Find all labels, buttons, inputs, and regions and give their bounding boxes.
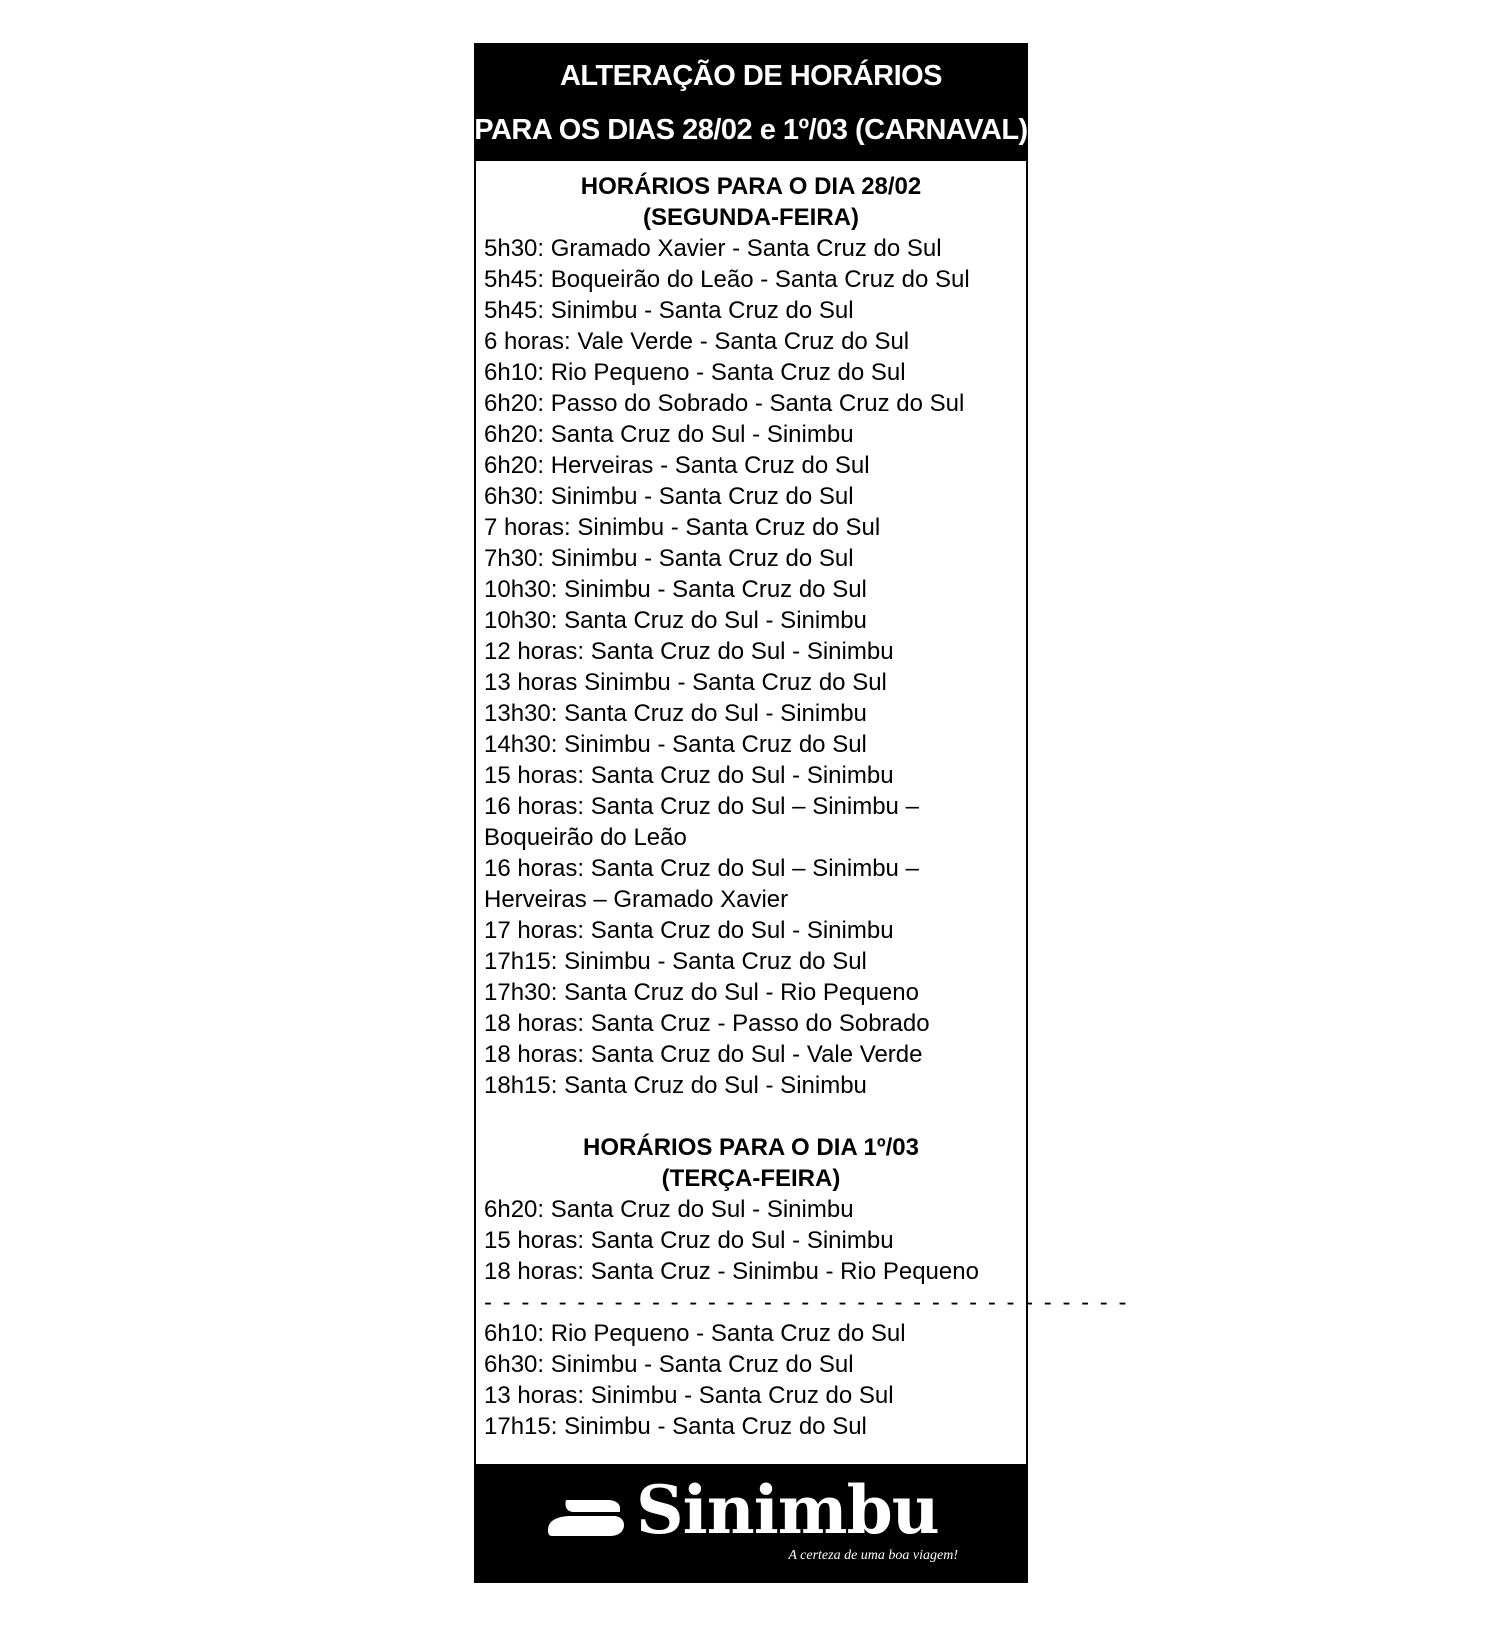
list-item: 18 horas: Santa Cruz - Passo do Sobrado (484, 1010, 930, 1037)
sinimbu-swoosh-icon (544, 1498, 626, 1538)
list-item: 17 horas: Santa Cruz do Sul - Sinimbu (484, 917, 894, 944)
dashed-separator: - - - - - - - - - - - - - - - - - - - - - - - - - - - - - - - - - - - (484, 1289, 1129, 1316)
list-item: 13 horas Sinimbu - Santa Cruz do Sul (484, 669, 887, 696)
list-item: 6h20: Santa Cruz do Sul - Sinimbu (484, 1196, 854, 1223)
brand-tagline: A certeza de uma boa viagem! (788, 1548, 958, 1563)
list-item: 6h30: Sinimbu - Santa Cruz do Sul (484, 483, 854, 510)
brand-footer (476, 1464, 1026, 1581)
list-item: 6h20: Passo do Sobrado - Santa Cruz do Sul (484, 390, 965, 417)
list-item: 7 horas: Sinimbu - Santa Cruz do Sul (484, 514, 881, 541)
list-item: 17h15: Sinimbu - Santa Cruz do Sul (484, 948, 867, 975)
schedule-list-2802 (484, 233, 1026, 1101)
header-title: ALTERAÇÃO DE HORÁRIOS (559, 60, 943, 92)
section-title-0103 (484, 1132, 1018, 1194)
list-item: 6h20: Herveiras - Santa Cruz do Sul (484, 452, 870, 479)
brand-logo-text: Sinimbu (636, 1471, 939, 1549)
list-item: 10h30: Santa Cruz do Sul - Sinimbu (484, 607, 867, 634)
list-item: 15 horas: Santa Cruz do Sul - Sinimbu (484, 1227, 894, 1254)
section-title-2802 (484, 171, 1018, 233)
list-item: 5h30: Gramado Xavier - Santa Cruz do Sul (484, 235, 942, 262)
list-item: 18h15: Santa Cruz do Sul - Sinimbu (484, 1072, 867, 1099)
list-item: 5h45: Sinimbu - Santa Cruz do Sul (484, 297, 854, 324)
ad-header (476, 45, 1026, 161)
section-title-line: HORÁRIOS PARA O DIA 1º/03 (583, 1134, 919, 1161)
list-item: 18 horas: Santa Cruz do Sul - Vale Verde (484, 1041, 923, 1068)
section-title-day: (TERÇA-FEIRA) (661, 1165, 841, 1192)
list-item: 16 horas: Santa Cruz do Sul – Sinimbu – Herveiras – Gramado Xavier (484, 855, 919, 913)
list-item: 12 horas: Santa Cruz do Sul - Sinimbu (484, 638, 894, 665)
list-item: 18 horas: Santa Cruz - Sinimbu - Rio Pequeno (484, 1258, 979, 1285)
list-item: 15 horas: Santa Cruz do Sul - Sinimbu (484, 762, 894, 789)
list-item: 13h30: Santa Cruz do Sul - Sinimbu (484, 700, 867, 727)
list-item: 17h30: Santa Cruz do Sul - Rio Pequeno (484, 979, 919, 1006)
schedule-advertisement (474, 43, 1129, 1583)
list-item: 16 horas: Santa Cruz do Sul – Sinimbu – Boqueirão do Leão (484, 793, 919, 851)
list-item: 5h45: Boqueirão do Leão - Santa Cruz do Sul (484, 266, 970, 293)
section-spacer (484, 1101, 1026, 1132)
list-item: 7h30: Sinimbu - Santa Cruz do Sul (484, 545, 854, 572)
list-item: 6h20: Santa Cruz do Sul - Sinimbu (484, 421, 854, 448)
section-title-day: (SEGUNDA-FEIRA) (643, 204, 859, 231)
list-item: 6h30: Sinimbu - Santa Cruz do Sul (484, 1351, 854, 1378)
schedule-list-0103-b (484, 1318, 1026, 1442)
list-item: 17h15: Sinimbu - Santa Cruz do Sul (484, 1413, 867, 1440)
list-item: 6h10: Rio Pequeno - Santa Cruz do Sul (484, 359, 906, 386)
list-item: 6 horas: Vale Verde - Santa Cruz do Sul (484, 328, 910, 355)
schedule-list-0103-a (484, 1194, 1026, 1287)
header-subtitle: PARA OS DIAS 28/02 e 1º/03 (CARNAVAL) (474, 114, 1028, 146)
schedule-content (476, 161, 1129, 1442)
list-item: 6h10: Rio Pequeno - Santa Cruz do Sul (484, 1320, 906, 1347)
list-item: 14h30: Sinimbu - Santa Cruz do Sul (484, 731, 867, 758)
section-title-line: HORÁRIOS PARA O DIA 28/02 (580, 173, 922, 200)
list-item: 10h30: Sinimbu - Santa Cruz do Sul (484, 576, 867, 603)
list-item: 13 horas: Sinimbu - Santa Cruz do Sul (484, 1382, 894, 1409)
